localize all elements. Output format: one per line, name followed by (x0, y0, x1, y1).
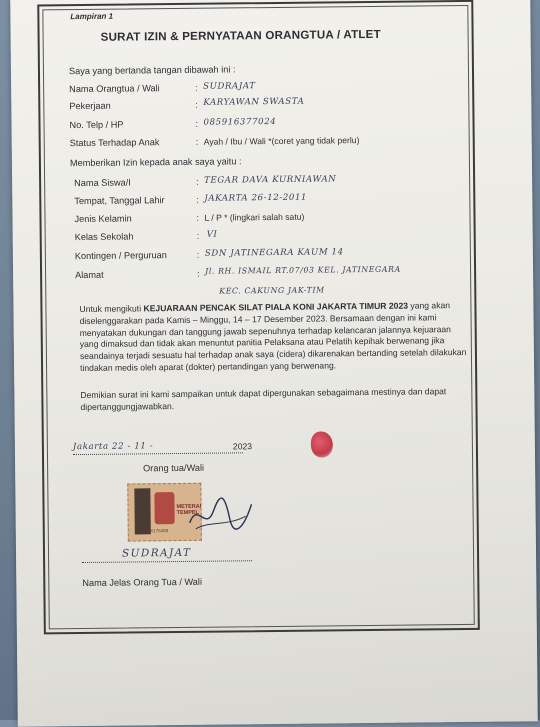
address-line-2: KEC. CAKUNG JAK-TIM (219, 285, 325, 296)
status-value: Ayah / Ibu / Wali *(coret yang tidak perlu) (203, 135, 360, 147)
closing-paragraph: Demikian surat ini kami sampaikan untuk dapat dipergunakan sebagaimana mestinya dan dapat dipertanggungjawabkan. (80, 386, 447, 412)
role-label: Orang tua/Wali (143, 462, 205, 474)
statement-paragraph: Untuk mengikuti KEJUARAAN PENCAK SILAT PIALA KONI JAKARTA TIMUR 2023 yang akan diselenggarakan pada Kamis – Minggu, 14 – 17 Desember 2023. Bersamaan dengan ini kami menyatakan dukungan dan tanggung jawab sepenuhnya terhadap kelancaran jalannya kejuaraan yang dimaksud dan tidak akan menuntut panitia Pelaksana atau Pelatih kepihak berwenang jika seandainya terjadi sesuatu hal terhadap anak saya (cidera) dikarenakan bertanding setelah dilakukan tindakan medis oleh aparat (dokter) pertandingan yang berwenang. (79, 300, 467, 374)
gender-value: L / P * (lingkari salah satu) (204, 211, 305, 223)
address-label: Alamat (75, 269, 104, 281)
contingent-value: SDN JATINEGARA KAUM 14 (204, 247, 344, 259)
birth-label: Tempat, Tanggal Lahir (74, 195, 165, 207)
phone-value: 085916377024 (203, 116, 277, 128)
birth-value: JAKARTA 26-12-2011 (204, 192, 308, 204)
garuda-emblem-icon (154, 492, 174, 524)
status-label: Status Terhadap Anak (69, 137, 160, 149)
document-title: SURAT IZIN & PERNYATAAN ORANGTUA / ATLET (100, 27, 381, 44)
year: 2023 (232, 441, 253, 452)
permission-intro: Memberikan Izin kepada anak saya yaitu : (69, 156, 242, 169)
parent-name-value: SUDRAJAT (203, 81, 256, 92)
event-name: KEJUARAAN PENCAK SILAT PIALA KONI JAKARTA TIMUR 2023 (143, 300, 409, 314)
handwritten-signature (185, 492, 255, 537)
stamp-label: METERAI TEMPEL (176, 503, 202, 517)
job-label: Pekerjaan (69, 100, 111, 112)
attachment-label: Lampiran 1 (70, 11, 114, 22)
gender-label: Jenis Kelamin (74, 213, 132, 225)
place-date: Jakarta 22 - 11 - (72, 441, 154, 453)
red-ink-mark (311, 431, 333, 457)
intro-text: Saya yang bertanda tangan dibawah ini : (68, 64, 236, 77)
signer-name: SUDRAJAT (121, 546, 192, 560)
job-value: KARYAWAN SWASTA (203, 96, 305, 108)
student-name-label: Nama Siswa/I (74, 177, 131, 189)
contingent-label: Kontingen / Perguruan (74, 250, 167, 262)
student-name-value: TEGAR DAVA KURNIAWAN (204, 174, 337, 186)
document-sheet: Lampiran 1 SURAT IZIN & PERNYATAAN ORANGTUA / ATLET Saya yang bertanda tangan dibawah ini : Nama Orangtua / Wali : SUDRAJAT Pekerjaan : KARYAWAN SWASTA No. Telp / HP : 085916377024 Status Terhadap Anak : Ayah / Ibu / Wali *(coret yang tidak perlu) Memberikan Izin kepada anak saya yaitu : Nama Siswa/I : TEGAR DAVA KURNIAWAN Tempat, Tanggal Lahir : JAKARTA 26-12-2011 Jenis Kelamin : L / P * (lingkari salah satu) Kelas Sekolah : VI Kontingen / Perguruan : SDN JATINEGARA KAUM 14 Alamat : Jl. RH. ISMAIL RT.07/03 KEL. JATINEGARA KEC. CAKUNG JAK-TIM Untuk mengikuti KEJUARAAN PENCAK SILAT PIALA KONI JAKARTA TIMUR 2023 yang akan diselenggarakan pada Kamis – Minggu, 14 – 17 Desember 2023. Bersamaan dengan ini kami menyatakan dukungan dan tanggung jawab sepenuhnya terhadap kelancaran jalannya kejuaraan yang dimaksud dan tidak akan menuntut panitia Pelaksana atau Pelatih kepihak berwenang jika seandainya terjadi sesuatu hal terhadap anak saya (cidera) dikarenakan bertanding setelah dilakukan tindakan medis oleh aparat (dokter) pertandingan yang berwenang. Demikian surat ini kami sampaikan untuk dapat dipergunakan sebagaimana mestinya dan dapat dipertanggungjawabkan. Jakarta 22 - 11 - 2023 Orang tua/Wali METERAI TEMPEL A3AKX176459 SUDRAJAT Nama Jelas Orang Tua / Wali (10, 0, 538, 727)
class-value: VI (206, 229, 218, 240)
parent-name-label: Nama Orangtua / Wali (69, 83, 160, 95)
class-label: Kelas Sekolah (74, 231, 134, 243)
address-line-1: Jl. RH. ISMAIL RT.07/03 KEL. JATINEGARA (205, 264, 401, 276)
stamp-code: A3AKX176459 (138, 528, 169, 534)
name-caption: Nama Jelas Orang Tua / Wali (82, 576, 203, 589)
phone-label: No. Telp / HP (69, 119, 124, 131)
